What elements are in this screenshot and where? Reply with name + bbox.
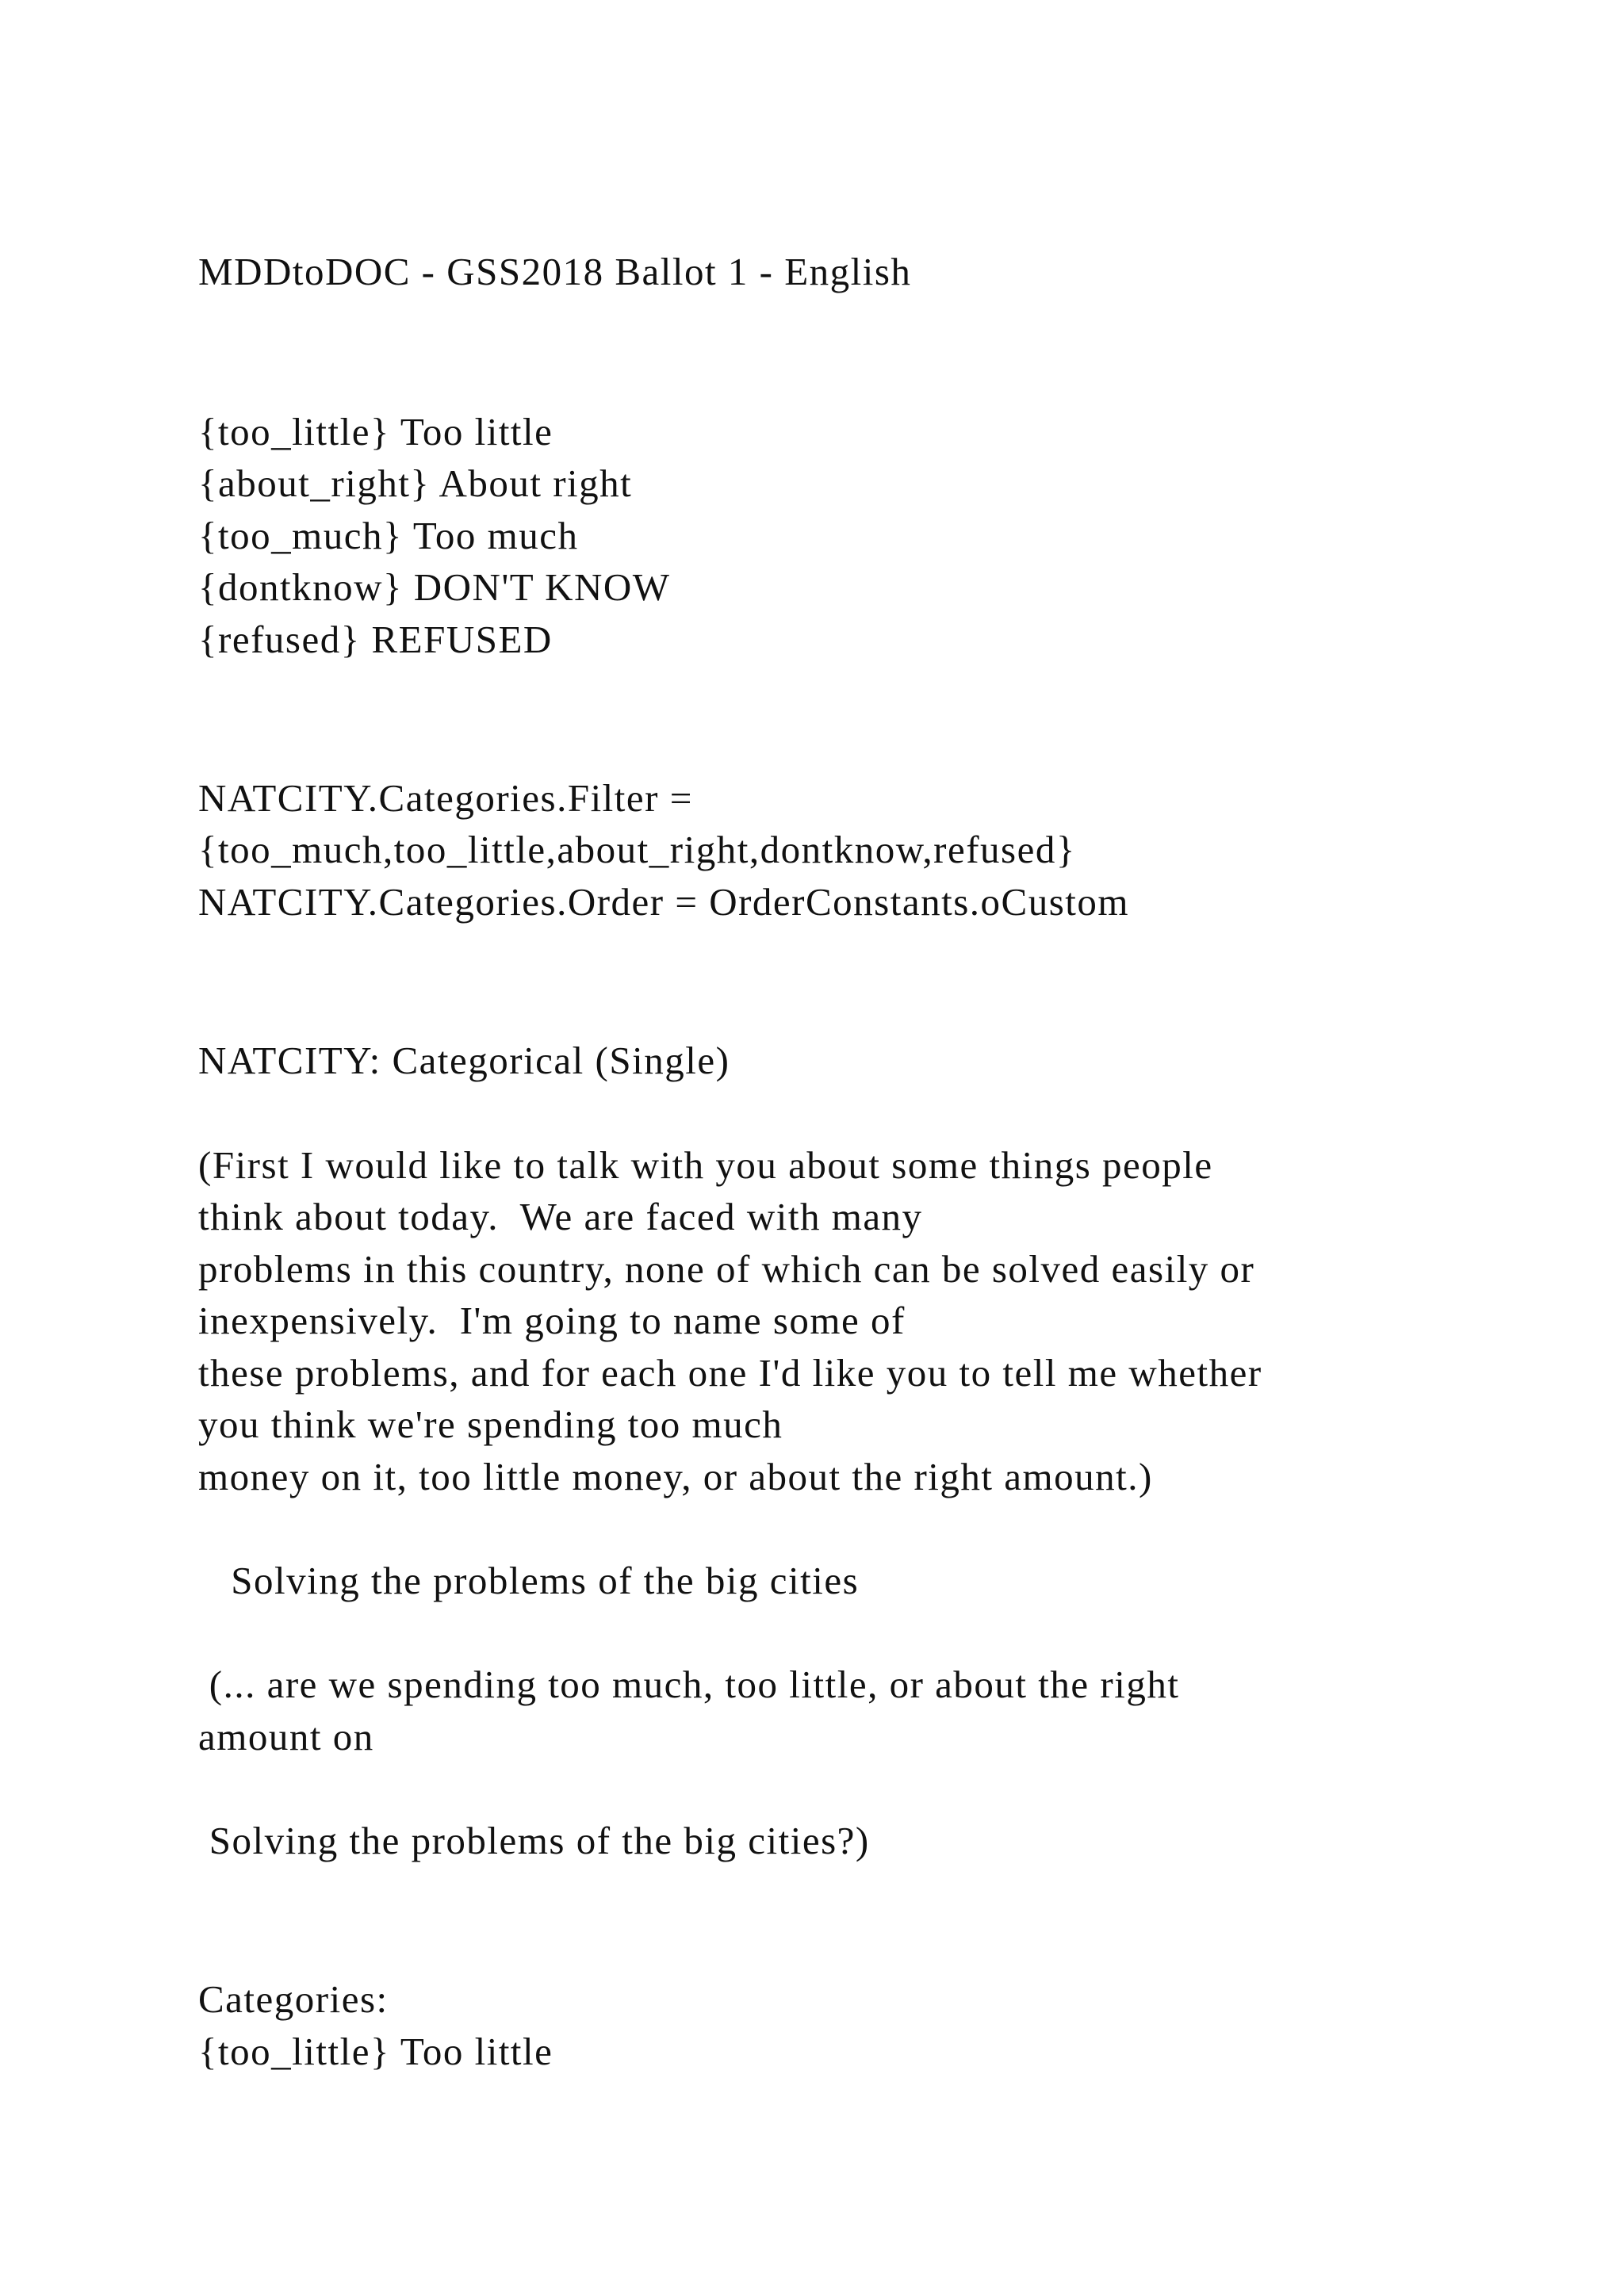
probe-line-2: amount on <box>198 1715 374 1758</box>
filter-line-2: {too_much,too_little,about_right,dontknow,refused} <box>198 828 1076 871</box>
document-header: MDDtoDOC - GSS2018 Ballot 1 - English <box>198 250 912 293</box>
intro-line-1: (First I would like to talk with you about some things people <box>198 1143 1213 1187</box>
categories-heading: Categories: <box>198 1977 389 2021</box>
order-line: NATCITY.Categories.Order = OrderConstants.oCustom <box>198 880 1130 924</box>
question-type: NATCITY: Categorical (Single) <box>198 1039 730 1082</box>
category-about-right: {about_right} About right <box>198 461 633 505</box>
category-too-much: {too_much} Too much <box>198 514 579 557</box>
intro-line-7: money on it, too little money, or about the right amount.) <box>198 1455 1153 1498</box>
category-dontknow: {dontknow} DON'T KNOW <box>198 565 671 609</box>
category-too-little: {too_little} Too little <box>198 410 553 453</box>
category-too-little-repeat: {too_little} Too little <box>198 2030 553 2073</box>
probe-line-1: (... are we spending too much, too little, or about the right <box>198 1663 1180 1706</box>
category-refused: {refused} REFUSED <box>198 618 553 661</box>
intro-line-6: you think we're spending too much <box>198 1402 783 1446</box>
intro-line-5: these problems, and for each one I'd like you to tell me whether <box>198 1351 1262 1395</box>
intro-line-2: think about today. We are faced with many <box>198 1195 923 1238</box>
item-label: Solving the problems of the big cities <box>198 1559 860 1602</box>
intro-line-4: inexpensively. I'm going to name some of <box>198 1299 906 1342</box>
intro-line-3: problems in this country, none of which can be solved easily or <box>198 1247 1255 1291</box>
probe-item: Solving the problems of the big cities?) <box>198 1819 870 1862</box>
filter-line-1: NATCITY.Categories.Filter = <box>198 776 693 820</box>
